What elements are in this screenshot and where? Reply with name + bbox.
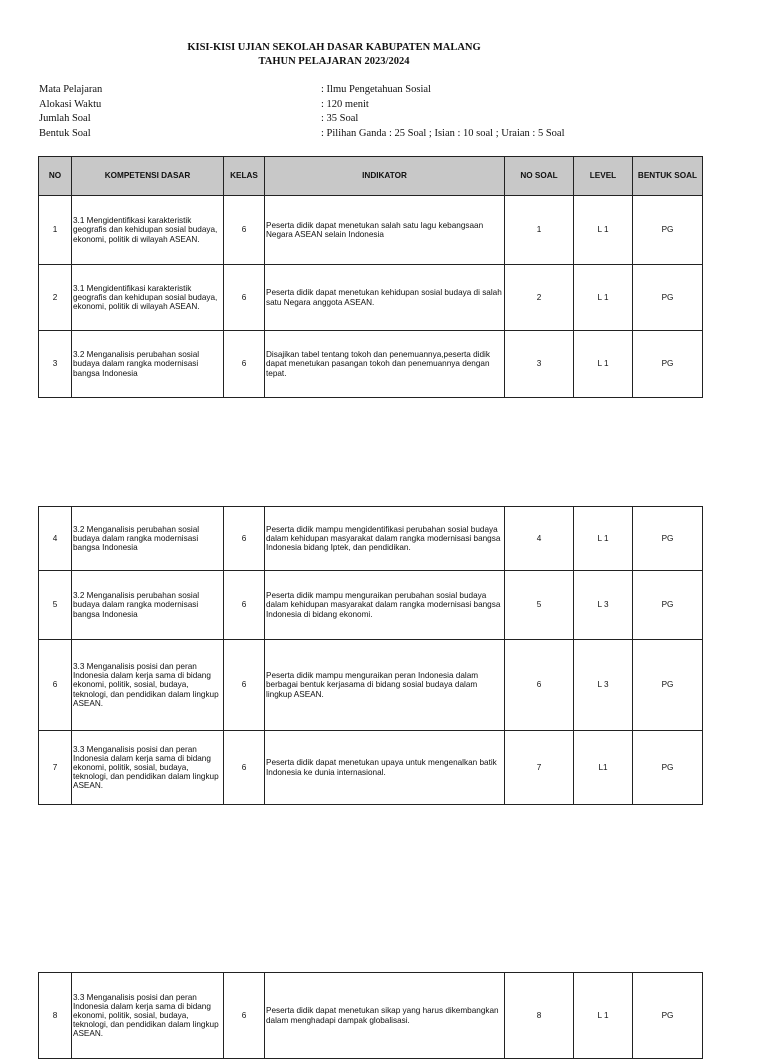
meta-value: : Ilmu Pengetahuan Sosial [321, 84, 431, 95]
cell-kompetensi: 3.2 Menganalisis perubahan sosial budaya dalam rangka modernisasi bangsa Indonesia [72, 507, 224, 571]
cell-kompetensi: 3.3 Menganalisis posisi dan peran Indonesia dalam kerja sama di bidang ekonomi, politik, sosial, budaya, teknologi, dan pendidikan dalam lingkup ASEAN. [72, 973, 224, 1059]
blueprint-table-page-1 [38, 156, 703, 398]
meta-value: : 120 menit [321, 98, 369, 110]
cell-no: 3 [39, 331, 72, 398]
column-header-level: LEVEL [574, 157, 633, 196]
cell-kelas: 6 [224, 507, 265, 571]
document-subtitle: TAHUN PELAJARAN 2023/2024 [258, 56, 410, 67]
cell-level: L 3 [574, 571, 633, 640]
cell-level: L 1 [574, 331, 633, 398]
cell-bentuk-soal: PG [633, 973, 703, 1059]
cell-bentuk-soal: PG [633, 731, 703, 805]
cell-no: 7 [39, 731, 72, 805]
cell-kelas: 6 [224, 571, 265, 640]
cell-kompetensi: 3.1 Mengidentifikasi karakteristik geografis dan kehidupan sosial budaya, ekonomi, politik di wilayah ASEAN. [72, 265, 224, 331]
meta-label: Bentuk Soal [39, 127, 91, 139]
cell-no: 6 [39, 640, 72, 731]
table-row [39, 973, 703, 1059]
cell-kompetensi: 3.3 Menganalisis posisi dan peran Indonesia dalam kerja sama di bidang ekonomi, politik, sosial, budaya, teknologi, dan pendidikan dalam lingkup ASEAN. [72, 640, 224, 731]
cell-indikator: Disajikan tabel tentang tokoh dan penemuannya,peserta didik dapat menetukan pasangan tokoh dan penemuannya dengan tepat. [265, 331, 505, 398]
cell-bentuk-soal: PG [633, 571, 703, 640]
meta-label: Mata Pelajaran [39, 84, 103, 95]
table-row [39, 196, 703, 265]
meta-label: Jumlah Soal [39, 113, 91, 124]
cell-level: L 1 [574, 196, 633, 265]
cell-indikator: Peserta didik dapat menetukan upaya untuk mengenalkan batik Indonesia ke dunia internasional. [265, 731, 505, 805]
cell-level: L 1 [574, 973, 633, 1059]
cell-kelas: 6 [224, 973, 265, 1059]
table-row [39, 640, 703, 731]
cell-indikator: Peserta didik dapat menetukan sikap yang harus dikembangkan dalam menghadapi dampak globalisasi. [265, 973, 505, 1059]
cell-bentuk-soal: PG [633, 196, 703, 265]
cell-no-soal: 8 [505, 973, 574, 1059]
cell-level: L1 [574, 731, 633, 805]
cell-no-soal: 5 [505, 571, 574, 640]
meta-value: : 35 Soal [321, 113, 359, 124]
cell-no: 8 [39, 973, 72, 1059]
cell-kelas: 6 [224, 196, 265, 265]
cell-level: L 1 [574, 507, 633, 571]
column-header-kompetensi: KOMPETENSI DASAR [72, 157, 224, 196]
table-header-row [39, 157, 703, 196]
cell-kelas: 6 [224, 265, 265, 331]
table-row [39, 731, 703, 805]
cell-no-soal: 6 [505, 640, 574, 731]
cell-indikator: Peserta didik mampu menguraikan peran Indonesia dalam berbagai bentuk kerjasama di bidang sosial budaya dalam lingkup ASEAN. [265, 640, 505, 731]
cell-no: 2 [39, 265, 72, 331]
cell-bentuk-soal: PG [633, 331, 703, 398]
cell-bentuk-soal: PG [633, 640, 703, 731]
table-row [39, 507, 703, 571]
cell-kompetensi: 3.1 Mengidentifikasi karakteristik geografis dan kehidupan sosial budaya, ekonomi, politik di wilayah ASEAN. [72, 196, 224, 265]
cell-kompetensi: 3.2 Menganalisis perubahan sosial budaya dalam rangka modernisasi bangsa Indonesia [72, 331, 224, 398]
cell-no-soal: 2 [505, 265, 574, 331]
cell-level: L 3 [574, 640, 633, 731]
meta-label: Alokasi Waktu [39, 98, 102, 110]
cell-kompetensi: 3.2 Menganalisis perubahan sosial budaya dalam rangka modernisasi bangsa Indonesia [72, 571, 224, 640]
document-title: KISI-KISI UJIAN SEKOLAH DASAR KABUPATEN MALANG [187, 42, 481, 53]
cell-indikator: Peserta didik dapat menetukan salah satu lagu kebangsaan Negara ASEAN selain Indonesia [265, 196, 505, 265]
cell-bentuk-soal: PG [633, 265, 703, 331]
cell-no: 5 [39, 571, 72, 640]
cell-no-soal: 4 [505, 507, 574, 571]
cell-no-soal: 3 [505, 331, 574, 398]
cell-kelas: 6 [224, 731, 265, 805]
column-header-indikator: INDIKATOR [265, 157, 505, 196]
cell-no: 4 [39, 507, 72, 571]
cell-level: L 1 [574, 265, 633, 331]
cell-no-soal: 7 [505, 731, 574, 805]
table-row [39, 265, 703, 331]
column-header-no-soal: NO SOAL [505, 157, 574, 196]
blueprint-table-page-3 [38, 972, 703, 1059]
cell-kelas: 6 [224, 640, 265, 731]
meta-value: : Pilihan Ganda : 25 Soal ; Isian : 10 soal ; Uraian : 5 Soal [321, 127, 565, 139]
table-row [39, 571, 703, 640]
column-header-kelas: KELAS [224, 157, 265, 196]
cell-indikator: Peserta didik dapat menetukan kehidupan sosial budaya di salah satu Negara anggota ASEAN. [265, 265, 505, 331]
column-header-no: NO [39, 157, 72, 196]
cell-indikator: Peserta didik mampu menguraikan perubahan sosial budaya dalam kehidupan masyarakat dalam rangka modernisasi bangsa Indonesia di bidang ekonomi. [265, 571, 505, 640]
cell-no: 1 [39, 196, 72, 265]
cell-kelas: 6 [224, 331, 265, 398]
cell-no-soal: 1 [505, 196, 574, 265]
cell-kompetensi: 3.3 Menganalisis posisi dan peran Indonesia dalam kerja sama di bidang ekonomi, politik, sosial, budaya, teknologi, dan pendidikan dalam lingkup ASEAN. [72, 731, 224, 805]
cell-bentuk-soal: PG [633, 507, 703, 571]
blueprint-table-page-2 [38, 506, 703, 805]
column-header-bentuk-soal: BENTUK SOAL [633, 157, 703, 196]
cell-indikator: Peserta didik mampu mengidentifikasi perubahan sosial budaya dalam kehidupan masyarakat dalam rangka modernisasi bangsa Indonesia bidang Iptek, dan pendidikan. [265, 507, 505, 571]
table-row [39, 331, 703, 398]
